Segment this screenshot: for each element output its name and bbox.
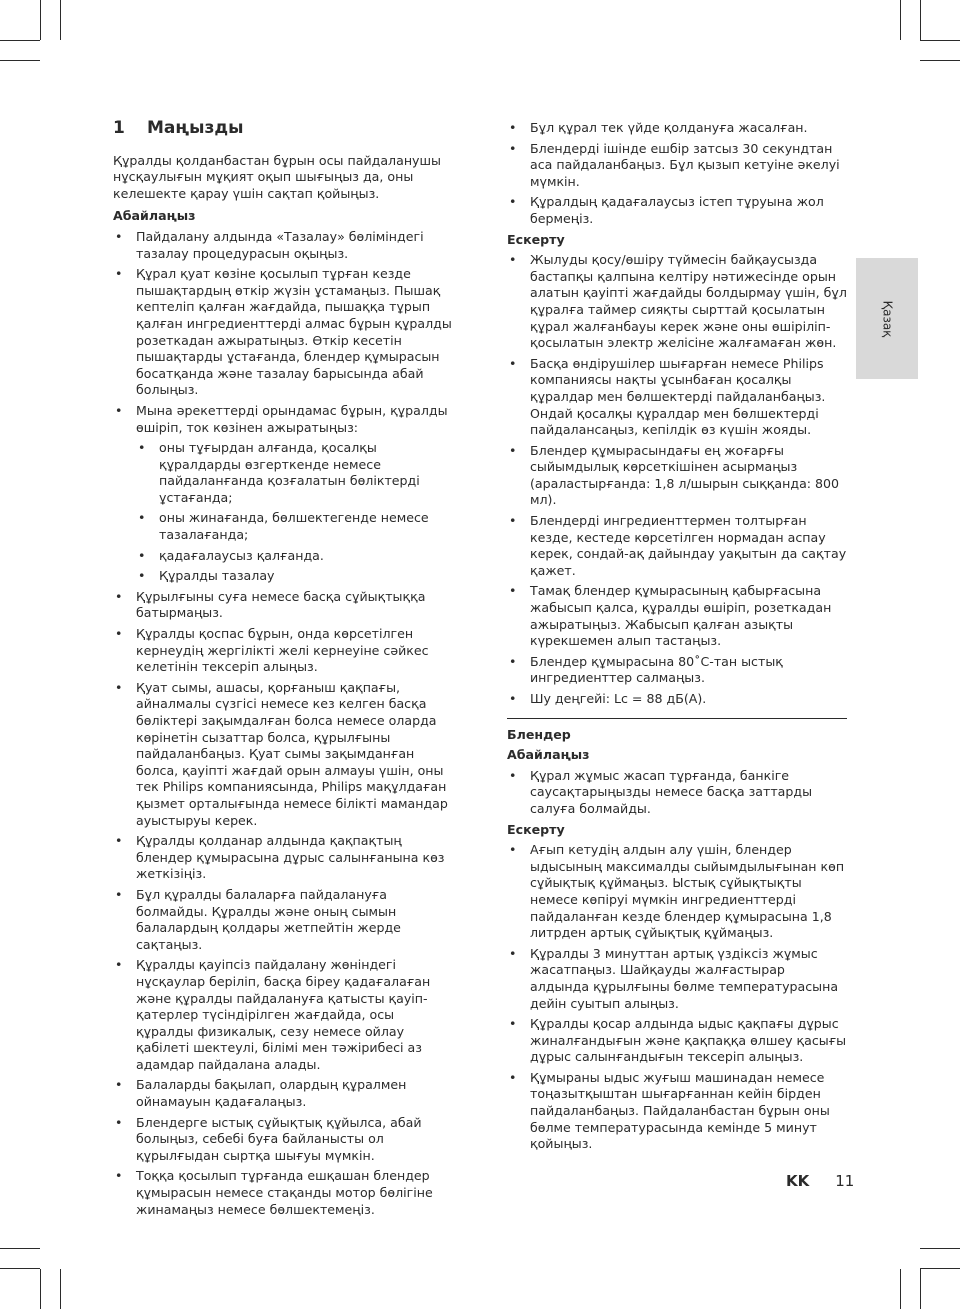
- list-item: • Блендер құмырасындағы ең жоғарғы сыйымдылық көрсеткішінен асырмаңыз (араластырғанда: 1,8 л/шырын сыққанда: 800 мл).: [507, 443, 847, 509]
- section-heading: [113, 120, 453, 137]
- nested-list-item: • Құралды тазалау: [136, 568, 453, 585]
- list-item: • Құралды қоспас бұрын, онда көрсетілген кернеудің жергілікті желі кернеуіне сәйкес келетінін тексеріп алыңыз.: [113, 626, 453, 676]
- list-item: • Балаларды бақылап, олардың құралмен ойнамауын қадағалаңыз.: [113, 1077, 453, 1110]
- list-item: • Бұл құрал тек үйде қолдануға жасалған.: [507, 120, 847, 137]
- crop-mark: [40, 1269, 41, 1309]
- crop-mark: [920, 1269, 921, 1309]
- list-item: • Блендер құмырасына 80˚C-тан ыстық ингредиенттер салмаңыз.: [507, 654, 847, 687]
- crop-mark: [0, 60, 40, 61]
- warning-title: Ескерту: [507, 231, 565, 247]
- blender-caution-title: Абайлаңыз: [507, 747, 590, 763]
- crop-mark: [900, 1269, 901, 1309]
- section-divider: [507, 718, 847, 719]
- caution-title: Абайлаңыз: [113, 208, 196, 224]
- language-side-tab-label: Қазақ: [879, 300, 894, 337]
- list-item: • Құралды қауіпсіз пайдалану жөніндегі нұсқаулар беріліп, басқа біреу қадағалаған және құралды пайдалануға қатысты қауіп-қатерлер түсіндірілген жағдайда, осы құралды физикалық, сезу немесе ойлау қабілеті шектеулі, білімі мен тәжірибесі аз адамдар пайдалана алады.: [113, 957, 453, 1073]
- language-side-tab: [856, 258, 918, 379]
- warning-list: [507, 252, 847, 707]
- list-item: • Пайдалану алдында «Тазалау» бөліміндегі тазалау процедурасын оқыңыз.: [113, 229, 453, 262]
- crop-mark: [0, 1268, 40, 1269]
- list-item: • Блендерді ішінде ешбір затсыз 30 секундтан аса пайдаланбаңыз. Бұл қызып кетуіне әкелуі мүмкін.: [507, 141, 847, 191]
- list-item: • Басқа өндірушілер шығарған немесе Philips компаниясы нақты ұсынбаған қосалқы құралдар мен бөлшектерді пайдаланбаңыз. Ондай қосалқы құралдар мен бөлшектерді пайдалансаңыз, кепілдік өз күшін жояды.: [507, 356, 847, 439]
- intro-paragraph: Құралды қолданбастан бұрын осы пайдаланушы нұсқаулығын мұқият оқып шығыңыз да, оны келешекте қарау үшін сақтап қойыңыз.: [113, 152, 441, 201]
- list-item: • Құрал жұмыс жасап тұрғанда, банкіге саусақтарыңызды немесе басқа заттарды салуға болмайды.: [507, 768, 847, 818]
- list-item: • Блендерді ингредиенттермен толтырған кезде, кестеде көрсетілген нормадан аспау керек, сондай-ақ дайындау уақытын да сақтау қажет.: [507, 513, 847, 579]
- blender-warning-title: Ескерту: [507, 821, 565, 837]
- crop-mark: [60, 1269, 61, 1309]
- list-item: • Қуат сымы, ашасы, қорғаныш қақпағы, айналмалы сүзгісі немесе кез келген басқа бөліктері зақымдалған болса немесе оларда көрінетін сызаттар болса, құрылғыны пайдаланбаңыз. Қуат сымы зақымданған болса, қауіпті жағдай орын алмауы үшін, оны тек Philips компаниясында, Philips мақұлдаған қызмет орталығында немесе білікті мамандар ауыстыруы керек.: [113, 680, 453, 829]
- list-item: • Құралды 3 минуттан артық үздіксіз жұмыс жасатпаңыз. Шайқауды жалғастырар алдында құрылғыны бөлме температурасына дейін суытып алыңыз.: [507, 946, 847, 1012]
- crop-mark: [920, 1268, 960, 1269]
- page-footer: [786, 1172, 854, 1190]
- list-item: • Тамақ блендер құмырасының қабырғасына жабысып қалса, құралды өшіріп, розеткадан ажыратыңыз. Жабысып қалған азықты күрекшемен алып тастаңыз.: [507, 583, 847, 649]
- nested-list-item: • оны тұғырдан алғанда, қосалқы құралдарды өзгерткенде немесе пайдаланғанда қозғалатын бөліктерді ұстағанда;: [136, 440, 453, 506]
- blender-caution-list: [507, 768, 847, 818]
- blender-warning-list: [507, 842, 847, 1153]
- blender-section-title: Блендер: [507, 726, 571, 742]
- list-item: • Құралдың қадағалаусыз істеп тұруына жол бермеңіз.: [507, 194, 847, 227]
- crop-mark: [0, 40, 40, 41]
- list-item: • Құралды қосар алдында ыдыс қақпағы дұрыс жиналғандығын және қақпаққа өлшеу қасығы дұрыс салынғандығын тексеріп алыңыз.: [507, 1016, 847, 1066]
- nested-list: [136, 440, 453, 585]
- general-list: [507, 120, 847, 228]
- crop-mark: [920, 40, 960, 41]
- footer-language-code: KK: [786, 1172, 810, 1190]
- list-item: • Ағып кетудің алдын алу үшін, блендер ыдысының максималды сыйымдылығынан көп сұйықтық құймаңыз. Ыстық сұйықтықты немесе көпіруі мүмкін ингредиенттерді пайдаланған кезде блендер құмырасына 1,8 литрден артық сұйықтық құймаңыз.: [507, 842, 847, 942]
- nested-list-item: • оны жинағанда, бөлшектегенде немесе тазалағанда;: [136, 510, 453, 543]
- page-number: 11: [835, 1172, 855, 1190]
- list-item: • Құралды қолданар алдында қақпақтың блендер құмырасына дұрыс салынғанына көз жеткізіңіз.: [113, 833, 453, 883]
- list-item: • Шу деңгейі: Lc = 88 дБ(A).: [507, 691, 847, 708]
- list-item: • Блендерге ыстық сұйықтық құйылса, абай болыңыз, себебі буға байланысты ол құрылғыдан сыртқа шығуы мүмкін.: [113, 1115, 453, 1165]
- right-column: [507, 120, 847, 1157]
- crop-mark: [0, 1248, 40, 1249]
- list-item: • Құрылғыны суға немесе басқа сұйықтыққа батырмаңыз.: [113, 589, 453, 622]
- caution-list: [113, 229, 453, 1218]
- list-item: • Бұл құралды балаларға пайдалануға болмайды. Құралды және оның сымын балалардың қолдары жетпейтін жерде сақтаңыз.: [113, 887, 453, 953]
- crop-mark: [900, 0, 901, 40]
- list-item: • Тоққа қосылып тұрғанда ешқашан блендер құмырасын немесе стақанды мотор бөлігіне жинамаңыз немесе бөлшектемеңіз.: [113, 1168, 453, 1218]
- section-number: 1: [113, 118, 125, 138]
- crop-mark: [40, 0, 41, 40]
- crop-mark: [60, 0, 61, 40]
- list-item-text: Мына әрекеттерді орындамас бұрын, құралды өшіріп, ток көзінен ажыратыңыз:: [136, 402, 448, 435]
- section-title: Маңызды: [147, 118, 244, 138]
- left-column: [113, 120, 453, 1222]
- list-item: • Жылуды қосу/өшіру түймесін байқаусызда бастапқы қалпына келтіру нәтижесінде орын алатын қауіпті жағдайды болдырмау үшін, бұл құралға таймер сияқты сырттай қосылатын құрал жалғанбауы керек және оны өшіріліп-қосылатын электр желісіне жалғамаған жөн.: [507, 252, 847, 352]
- list-item: • Құмыраны ыдыс жуғыш машинадан немесе тоңазытқыштан шығарғаннан кейін бірден пайдаланбаңыз. Пайдаланбастан бұрын оны бөлме температурасында кемінде 5 минут қойыңыз.: [507, 1070, 847, 1153]
- list-item: • Құрал қуат көзіне қосылып тұрған кезде пышақтардың өткір жүзін ұстамаңыз. Пышақ кептеліп қалған жағдайда, пышаққа тұрып қалған ингредиенттерді алмас бұрын құралды розеткадан ажыратыңыз. Өткір кесетін пышақтарды ұстағанда, блендер құмырасын босатқанда және тазалау барысында абай болыңыз.: [113, 266, 453, 399]
- nested-list-item: • қадағалаусыз қалғанда.: [136, 548, 453, 565]
- list-item: [113, 403, 453, 585]
- crop-mark: [920, 1248, 960, 1249]
- crop-mark: [920, 0, 921, 40]
- crop-mark: [920, 60, 960, 61]
